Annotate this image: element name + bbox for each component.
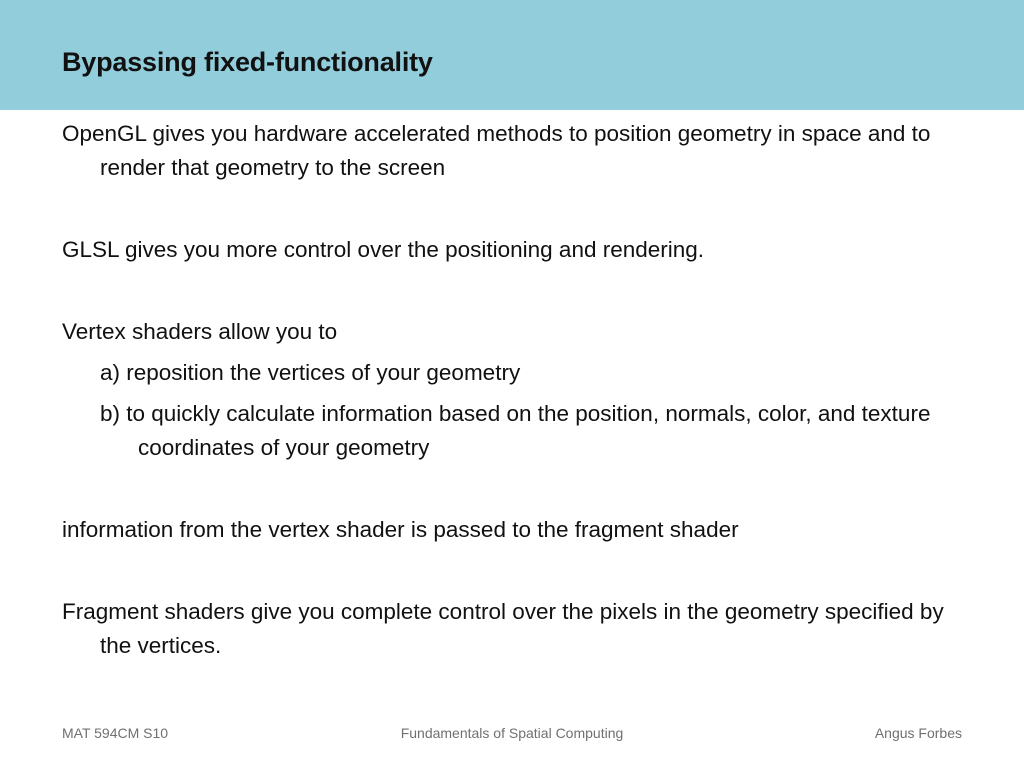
paragraph-vertex-to-fragment: information from the vertex shader is passed to the fragment shader: [62, 517, 739, 542]
slide-title: Bypassing fixed-functionality: [62, 47, 433, 77]
footer-author: Angus Forbes: [874, 725, 962, 741]
sub-item-b: b) to quickly calculate information based on the position, normals, color, and texture coordinates of your geometry: [100, 401, 931, 460]
footer-course: MAT 594CM S10: [62, 725, 169, 741]
paragraph-glsl: GLSL gives you more control over the positioning and rendering.: [62, 237, 705, 262]
slide-body: [62, 117, 952, 663]
title-bar: [0, 0, 1024, 110]
sub-item-a: a) reposition the vertices of your geometry: [100, 360, 521, 385]
footer-subject: Fundamentals of Spatial Computing: [400, 725, 624, 741]
paragraph-fragment-shaders: Fragment shaders give you complete control over the pixels in the geometry specified by the vertices.: [62, 599, 944, 658]
paragraph-opengl: OpenGL gives you hardware accelerated methods to position geometry in space and to render that geometry to the screen: [62, 121, 931, 180]
paragraph-vertex-shaders: Vertex shaders allow you to: [62, 319, 338, 344]
